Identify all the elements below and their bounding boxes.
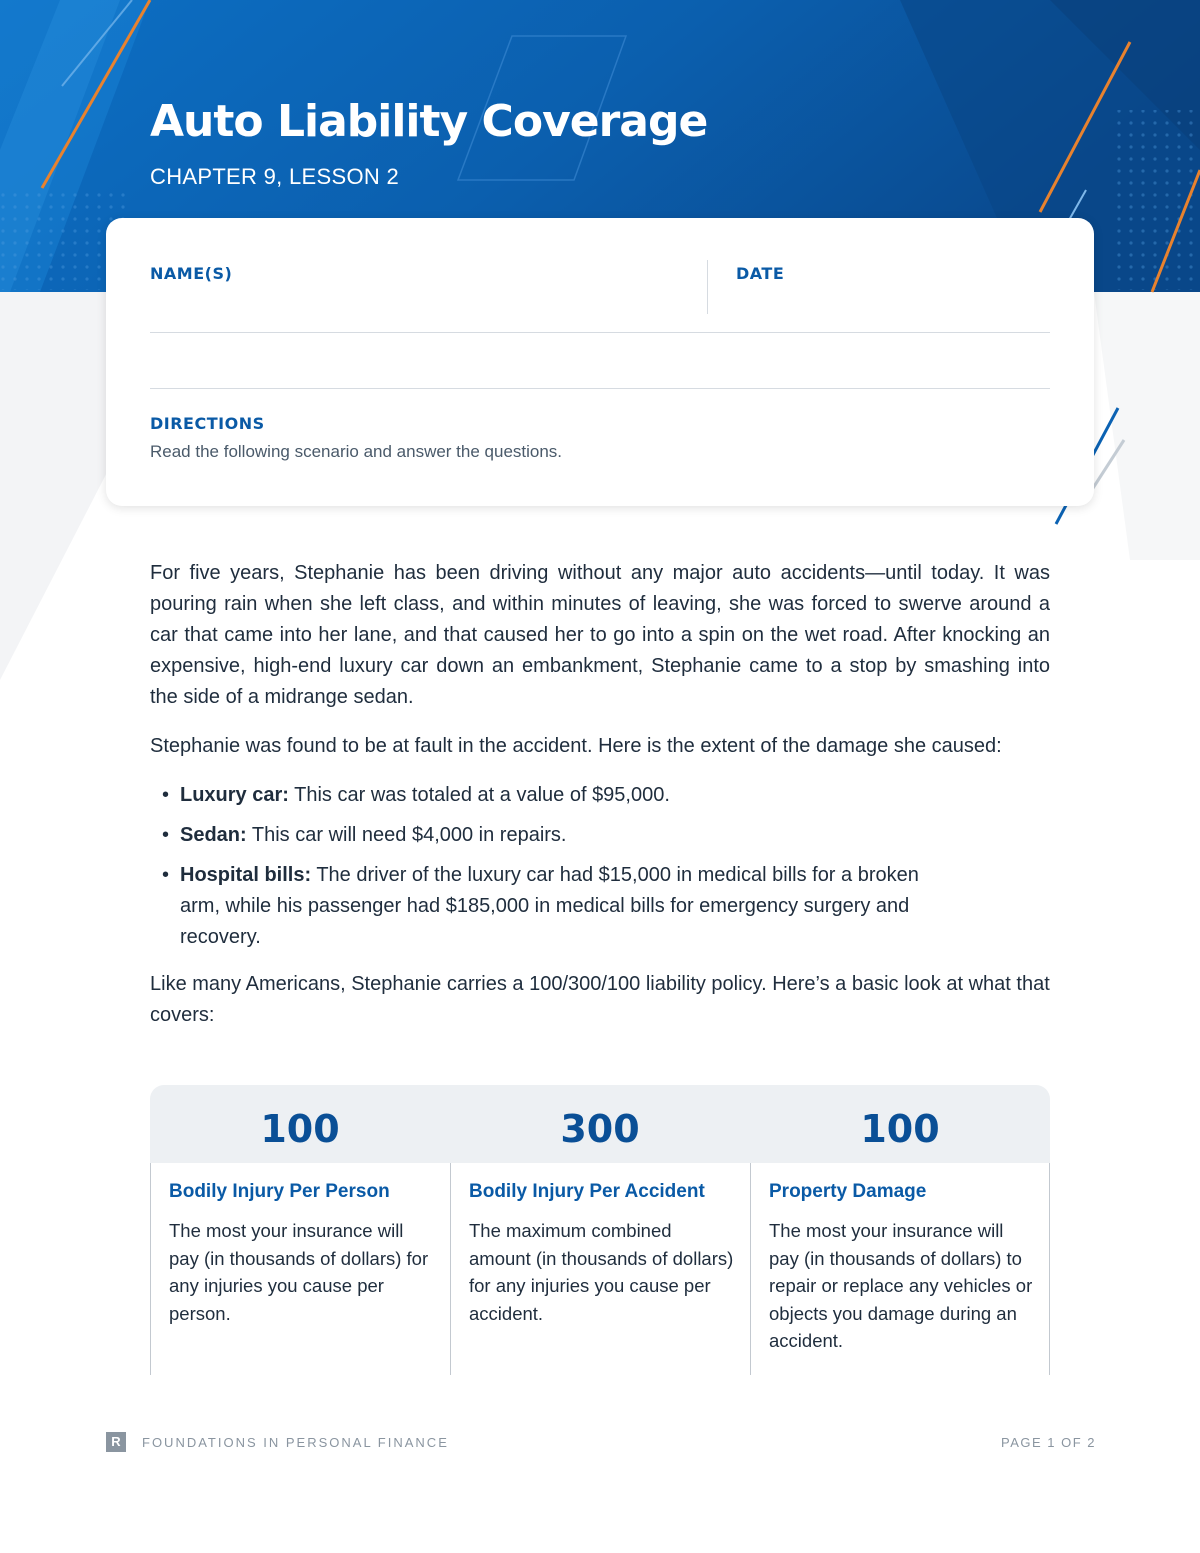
coverage-number: 100 (860, 1107, 940, 1151)
list-item (150, 780, 1050, 811)
scenario-text (150, 558, 1050, 1049)
column-divider (150, 1163, 151, 1375)
coverage-number: 300 (560, 1107, 640, 1151)
date-label: DATE (736, 264, 785, 283)
field-divider (707, 260, 708, 314)
coverage-description: The maximum combined amount (in thousands of dollars) for any injuries you cause per accident. (469, 1220, 734, 1324)
page-title: Auto Liability Coverage (150, 96, 708, 147)
coverage-table (150, 1085, 1050, 1375)
coverage-title: Bodily Injury Per Accident (469, 1181, 705, 1202)
directions-text: Read the following scenario and answer the questions. (150, 442, 563, 461)
directions-label: DIRECTIONS (150, 414, 265, 433)
coverage-column-property (750, 1085, 1050, 1375)
student-info-card (106, 218, 1094, 506)
scenario-paragraph-2: Stephanie was found to be at fault in the accident. Here is the extent of the damage she caused: (150, 735, 1002, 757)
coverage-description: The most your insurance will pay (in thousands of dollars) for any injuries you cause per person. (169, 1220, 429, 1324)
coverage-number: 100 (260, 1107, 340, 1151)
lesson-subtitle: CHAPTER 9, LESSON 2 (150, 164, 399, 189)
bullet-label: Luxury car: (180, 784, 289, 806)
bullet-text: The driver of the luxury car had $15,000 in medical bills for a broken arm, while his passenger had $185,000 in medical bills for emergency surgery and recovery. (180, 864, 919, 948)
coverage-title: Bodily Injury Per Person (169, 1181, 390, 1202)
coverage-title: Property Damage (769, 1181, 927, 1202)
footer-brand: FOUNDATIONS IN PERSONAL FINANCE (142, 1435, 449, 1450)
names-write-line-2[interactable] (150, 388, 1050, 389)
scenario-paragraph-3: Like many Americans, Stephanie carries a 100/300/100 liability policy. Here’s a basic look at what that covers: (150, 973, 1050, 1026)
names-write-line[interactable] (150, 332, 1050, 333)
bullet-text: This car will need $4,000 in repairs. (246, 824, 567, 846)
page-number: PAGE 1 OF 2 (1000, 1435, 1096, 1450)
column-divider (750, 1163, 751, 1375)
bullet-text: This car was totaled at a value of $95,000. (288, 784, 670, 806)
column-divider (1049, 1163, 1050, 1375)
column-divider (450, 1163, 451, 1375)
brand-logo-icon: R (106, 1432, 126, 1452)
damage-list (150, 780, 1050, 953)
list-item (150, 820, 1050, 851)
bullet-label: Sedan: (180, 824, 247, 846)
list-item (150, 860, 1050, 953)
bullet-label: Hospital bills: (180, 864, 312, 886)
coverage-column-bodily-person (150, 1085, 450, 1375)
coverage-description: The most your insurance will pay (in thousands of dollars) to repair or replace any vehicles or objects you damage during an accident. (769, 1220, 1033, 1351)
names-label: NAME(S) (150, 264, 233, 283)
coverage-column-bodily-accident (450, 1085, 750, 1375)
scenario-paragraph-1: For five years, Stephanie has been driving without any major auto accidents—until today. It was pouring rain when she left class, and within minutes of leaving, she was forced to swerve around a car that came into her lane, and that caused her to go into a spin on the wet road. After knocking an expensive, high-end luxury car down an embankment, Stephanie came to a stop by smashing into the side of a midrange sedan. (150, 562, 1050, 708)
